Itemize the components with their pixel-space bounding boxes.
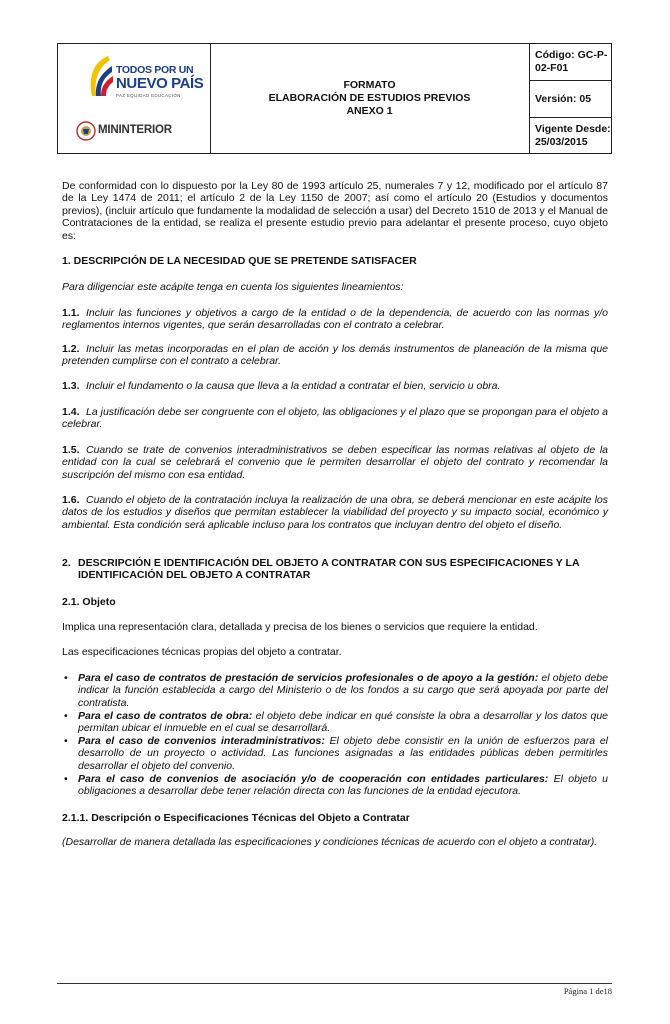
- section2-number: 2.: [62, 557, 71, 569]
- valid-cell: [529, 118, 612, 153]
- subsection-2-1-1-title: 2.1.1. Descripción o Especificaciones Técnicas del Objeto a Contratar: [62, 812, 410, 824]
- code-cell: [529, 44, 612, 81]
- section2-title: [62, 557, 608, 582]
- item-text: Incluir las metas incorporadas en el plan de acción y los demás instrumentos de planeación de la misma que pretenden cumplirse con el contrato a celebrar.: [62, 343, 608, 368]
- bullet-icon: •: [64, 773, 68, 785]
- item-text: Incluir el fundamento o la causa que lleva a la entidad a contratar el bien, servicio u obra.: [86, 380, 501, 392]
- logo-cell: [58, 44, 211, 153]
- bullet-item: [62, 773, 608, 798]
- bullet-item: [62, 672, 608, 709]
- ministry-name: MININTERIOR: [98, 124, 172, 136]
- item-number: 1.5.: [62, 444, 80, 456]
- todos-por-un-nuevo-pais-logo: [86, 54, 206, 104]
- header-table: [57, 43, 612, 154]
- bullet-text: El objeto u obligaciones a desarrollar debe tener relación directa con las funciones de la entidad ejecutora.: [78, 773, 608, 798]
- section2-title-line2: IDENTIFICACIÓN DEL OBJETO A CONTRATAR: [78, 569, 311, 582]
- item-text: La justificación debe ser congruente con el objeto, las obligaciones y el plazo que se propongan para el objeto a celebrar.: [62, 406, 608, 431]
- item-number: 1.1.: [62, 307, 80, 319]
- item-number: 1.2.: [62, 343, 80, 355]
- item-1-5: [62, 444, 608, 481]
- mininterior-logo: [76, 120, 206, 144]
- bullet-bold: Para el caso de contratos de prestación de servicios profesionales o de apoyo a la gestión:: [78, 672, 539, 684]
- logo-line2: NUEVO PAÍS: [116, 75, 204, 92]
- item-text: Incluir las funciones y objetivos a cargo de la entidad o de la dependencia, de acuerdo con las normas y/o reglamentos internos vigentes, que serán desarrolladas con el contrato a celebrar.: [62, 307, 608, 332]
- bullet-item: [62, 735, 608, 772]
- bullet-icon: •: [64, 672, 68, 684]
- intro-paragraph: [62, 180, 608, 242]
- subsection-2-1-1-text: [62, 836, 608, 848]
- document-version: Versión: 05: [535, 92, 592, 105]
- bullet-text: el objeto debe indicar en qué consiste la obra a desarrollar y los datos que permitan ubicar el inmueble en el cual se desarrollará.: [78, 710, 608, 735]
- bullet-bold: Para el caso de convenios interadministrativos:: [78, 735, 325, 747]
- logo-line1: TODOS POR UN: [116, 64, 194, 76]
- intro-text: De conformidad con lo dispuesto por la Ley 80 de 1993 artículo 25, numerales 7 y 12, modificado por el artículo 87 de la Ley 1474 de 2011; el artículo 2 de la Ley 1150 de 2007; así como el artículo 20 (Estudios y documentos previos), (incluir artículo que fundamente la modalidad de selección a usar) del Decreto 1510 de 2013 y el Manual de Contrataciones de la entidad, se realiza el presente estudio previo para adelantar el presente proceso, cuyo objeto es:: [62, 180, 608, 242]
- page-number: Página 1 de18: [563, 986, 612, 996]
- document-code: Código: GC-P-02-F01: [535, 49, 608, 74]
- item-text: Cuando se trate de convenios interadministrativos se deben especificar las normas relativas al objeto de la entidad con la cual se celebrará el convenio que le permiten desarrollar el objeto del contrato y recomendar la suscripción del mismo con esa entidad.: [62, 444, 608, 481]
- version-cell: [529, 81, 612, 118]
- item-1-3: [62, 380, 608, 392]
- subsection-2-1-text: Implica una representación clara, detallada y precisa de los bienes o servicios que requiere la entidad.: [62, 621, 538, 633]
- section1-lead: Para diligenciar este acápite tenga en cuenta los siguientes lineamientos:: [62, 281, 404, 293]
- title-line1: FORMATO: [343, 79, 396, 91]
- footer-divider: [57, 983, 612, 984]
- item-number: 1.6.: [62, 494, 80, 506]
- section2-title-line1: DESCRIPCIÓN E IDENTIFICACIÓN DEL OBJETO A CONTRATAR CON SUS ESPECIFICACIONES Y LA: [78, 557, 580, 569]
- spec-lead: Las especificaciones técnicas propias del objeto a contratar.: [62, 646, 342, 658]
- document-title: [210, 44, 530, 153]
- item-1-6: [62, 494, 608, 531]
- subsection-2-1-title: 2.1. Objeto: [62, 596, 116, 608]
- logo-line3: PAZ EQUIDAD EDUCACIÓN: [116, 93, 181, 98]
- bullet-text: El objeto debe consistir en la unión de esfuerzos para el desarrollo de un proyecto o actividad. Las funciones asignadas a las entidades públicas deben permitirles desarrollar el objeto del convenio.: [78, 735, 608, 772]
- valid-date: 25/03/2015: [535, 135, 588, 148]
- item-1-4: [62, 406, 608, 431]
- coat-of-arms-icon: [76, 120, 96, 142]
- subsection-2-1-1-body: (Desarrollar de manera detallada las especificaciones y condiciones técnicas de acuerdo con el objeto a contratar).: [62, 836, 598, 848]
- item-text: Cuando el objeto de la contratación incluya la realización de una obra, se deberá mencionar en este acápite los datos de los estudios y diseños que permitan establecer la viabilidad del proyecto y su impacto social, económico y ambiental. Esta condición será aplicable incluso para los contratos que incluyan dentro del objeto el diseño.: [62, 494, 608, 531]
- bullet-bold: Para el caso de contratos de obra:: [78, 710, 253, 722]
- title-line2: ELABORACIÓN DE ESTUDIOS PREVIOS: [268, 92, 471, 104]
- item-number: 1.3.: [62, 380, 80, 392]
- item-1-2: [62, 343, 608, 368]
- title-line3: ANEXO 1: [346, 105, 393, 117]
- bullet-icon: •: [64, 735, 68, 747]
- item-number: 1.4.: [62, 406, 80, 418]
- item-1-1: [62, 307, 608, 332]
- document-meta: [529, 44, 612, 153]
- bullet-text: el objeto debe indicar la función establecida a cargo del Ministerio o de los fondos a su cargo que será apoyada por parte del contratista.: [78, 672, 608, 709]
- section1-title: 1. DESCRIPCIÓN DE LA NECESIDAD QUE SE PRETENDE SATISFACER: [62, 255, 417, 267]
- valid-label: Vigente Desde:: [535, 122, 611, 135]
- bullet-icon: •: [64, 710, 68, 722]
- bullet-item: [62, 710, 608, 735]
- bullet-bold: Para el caso de convenios de asociación y/o de cooperación con entidades particulares:: [78, 773, 549, 785]
